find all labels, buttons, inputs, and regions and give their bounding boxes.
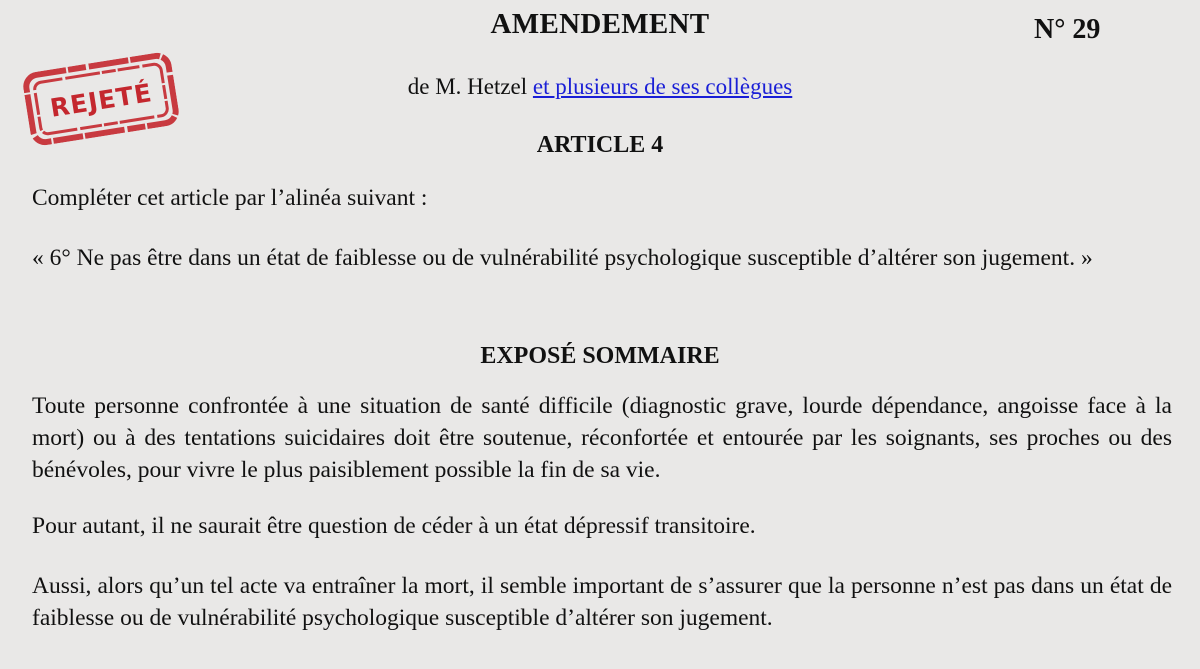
amendment-number: N° 29 [1034,14,1101,45]
authors-line [0,74,1200,100]
article-text: « 6° Ne pas être dans un état de faiblesse ou de vulnérabilité psychologique susceptible d’altérer son jugement. » [32,245,1093,271]
expose-paragraph: Toute personne confrontée à une situation de santé difficile (diagnostic grave, lourde dépendance, angoisse face à la mort) ou à des tentations suicidaires doit être soutenue, réconfortée et entourée par les soignants, ses proches ou des bénévoles, pour vivre le plus paisiblement possible la fin de sa vie. [32,393,1172,483]
authors-prefix: de M. Hetzel [407,74,533,99]
article-heading: ARTICLE 4 [536,132,664,158]
colleagues-link[interactable]: et plusieurs de ses collègues [532,74,793,99]
expose-heading: EXPOSÉ SOMMAIRE [480,343,720,369]
expose-paragraph: Aussi, alors qu’un tel acte va entraîner la mort, il semble important de s’assurer que la personne n’est pas dans un état de faiblesse ou de vulnérabilité psychologique susceptible d’altérer son jugement. [32,573,1172,631]
article-instruction: Compléter cet article par l’alinéa suivant : [32,185,428,211]
document-title: AMENDEMENT [490,8,710,40]
expose-paragraph: Pour autant, il ne saurait être question de céder à un état dépressif transitoire. [32,513,756,539]
stamp-label: REJETÉ [48,78,155,123]
